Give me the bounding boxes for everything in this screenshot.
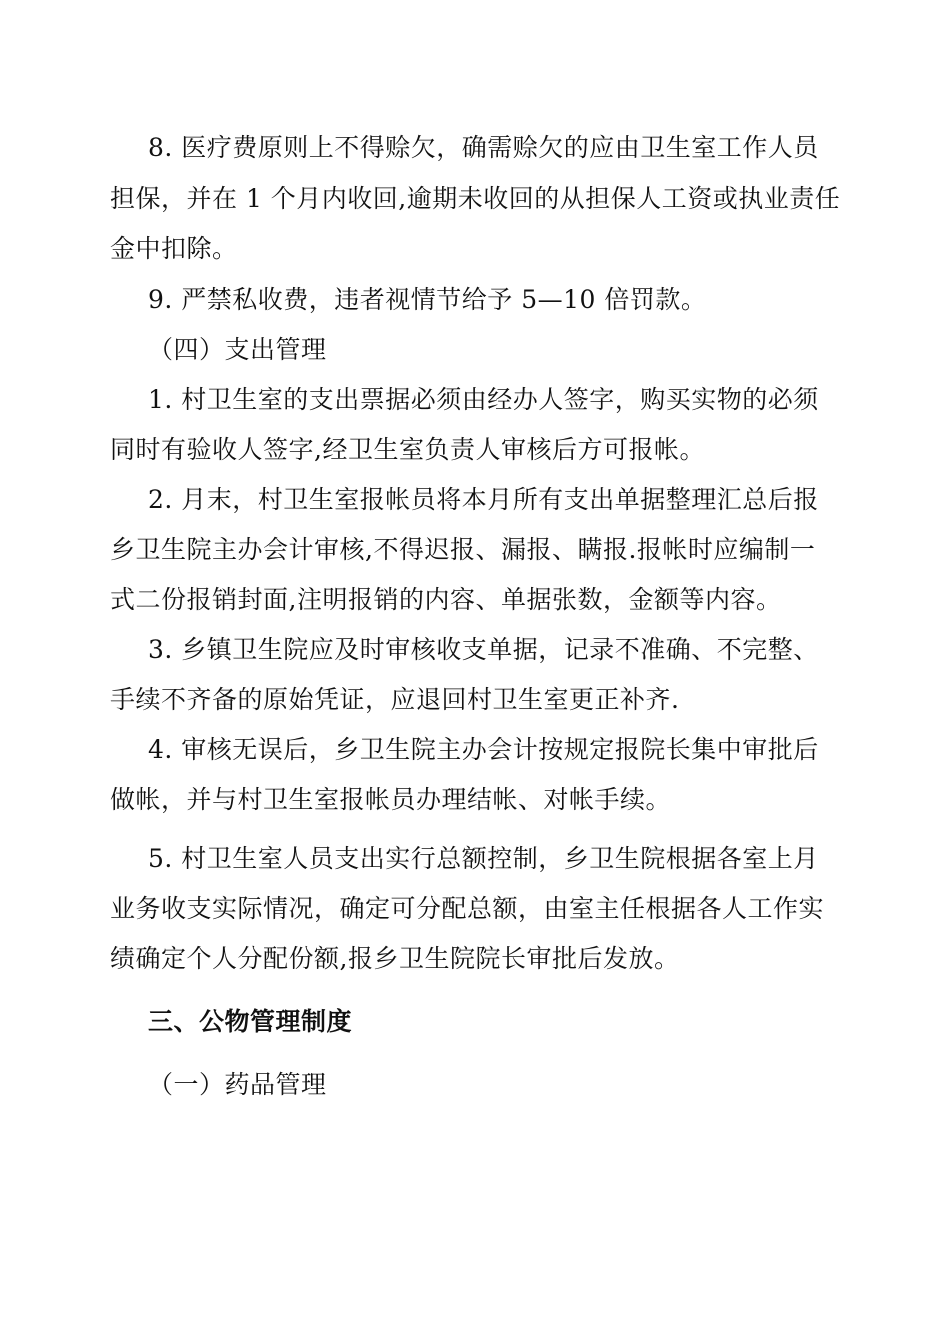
item-1-line-2: 同时有验收人签字,经卫生室负责人审核后方可报帐。 [110, 435, 705, 464]
item-3-line-1: 3. 乡镇卫生院应及时审核收支单据，记录不准确、不完整、 [148, 635, 819, 664]
item-2-line-2: 乡卫生院主办会计审核,不得迟报、漏报、瞒报.报帐时应编制一 [110, 535, 816, 564]
item-1-line-1: 1. 村卫生室的支出票据必须由经办人签字，购买实物的必须 [148, 385, 819, 414]
item-8-line-1: 8. 医疗费原则上不得赊欠，确需赊欠的应由卫生室工作人员 [148, 133, 819, 162]
item-5-line-3: 绩确定个人分配份额,报乡卫生院院长审批后发放。 [110, 944, 680, 973]
item-5-line-2: 业务收支实际情况，确定可分配总额，由室主任根据各人工作实 [110, 894, 825, 923]
item-4-line-1: 4. 审核无误后，乡卫生院主办会计按规定报院长集中审批后 [148, 735, 819, 764]
item-5-line-1: 5. 村卫生室人员支出实行总额控制，乡卫生院根据各室上月 [148, 844, 819, 873]
section-heading-expenditure: （四）支出管理 [148, 335, 327, 364]
item-3-line-2: 手续不齐备的原始凭证，应退回村卫生室更正补齐. [110, 685, 680, 714]
item-2-line-3: 式二份报销封面,注明报销的内容、单据张数，金额等内容。 [110, 585, 782, 614]
item-2-line-1: 2. 月末，村卫生室报帐员将本月所有支出单据整理汇总后报 [148, 485, 819, 514]
item-4-line-2: 做帐，并与村卫生室报帐员办理结帐、对帐手续。 [110, 785, 672, 814]
item-8-line-2: 担保，并在 1 个月内收回,逾期未收回的从担保人工资或执业责任 [110, 184, 841, 213]
section-heading-drug-management: （一）药品管理 [148, 1070, 327, 1099]
chapter-heading-public-property: 三、公物管理制度 [148, 1007, 353, 1036]
item-8-line-3: 金中扣除。 [110, 234, 238, 263]
item-9-line-1: 9. 严禁私收费，违者视情节给予 5—10 倍罚款。 [148, 285, 707, 314]
